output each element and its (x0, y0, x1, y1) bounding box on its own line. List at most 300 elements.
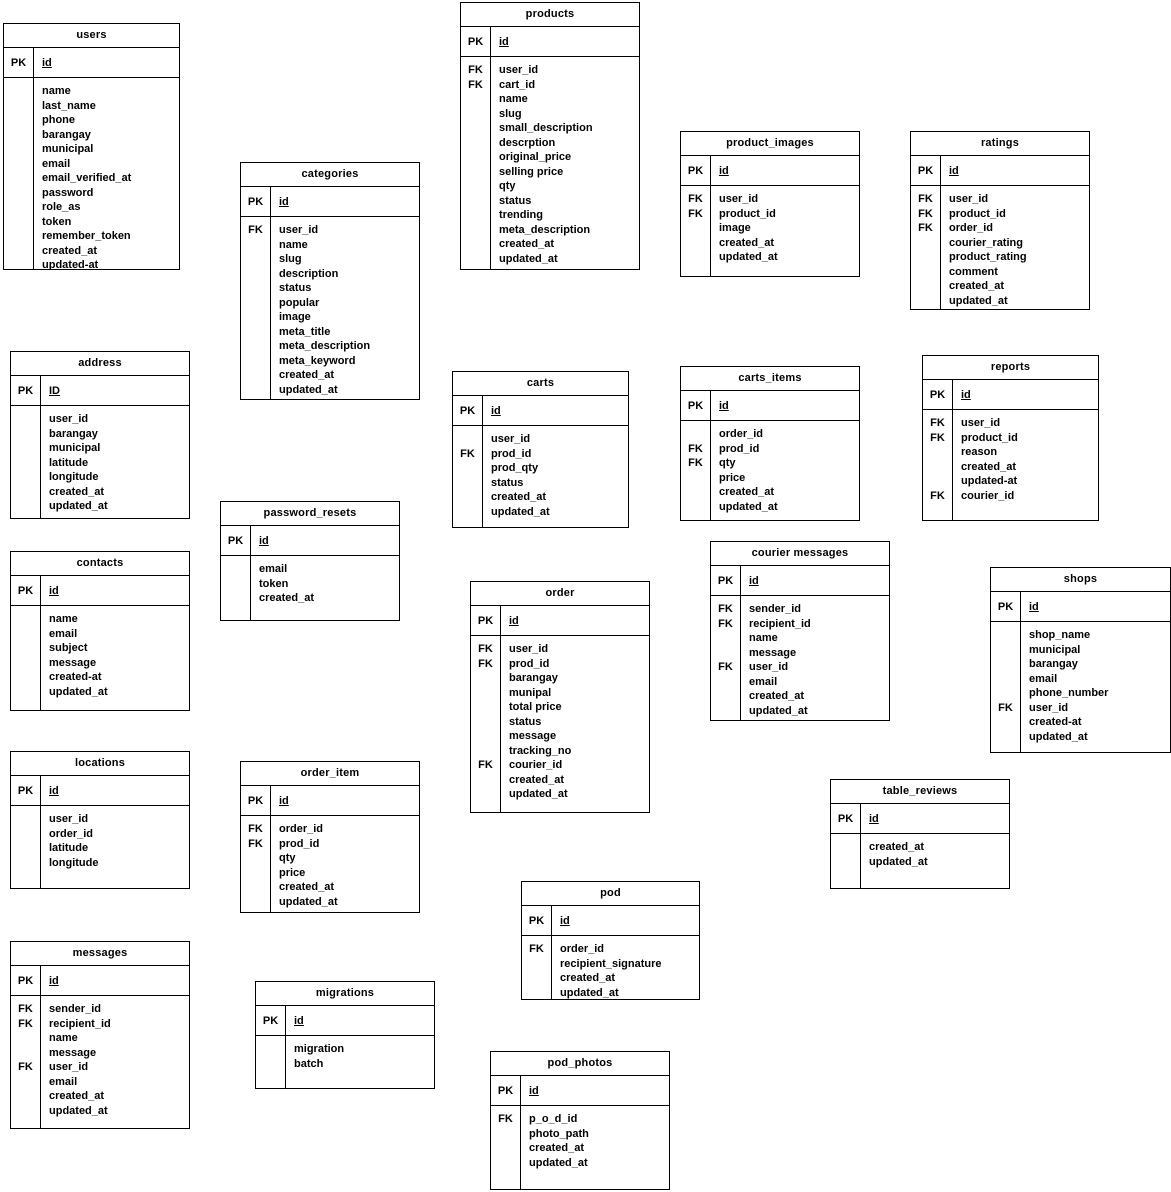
attribute-name: meta_keyword (279, 354, 356, 367)
attribute-name: batch (294, 1057, 324, 1070)
attribute-name: popular (279, 296, 320, 309)
attribute-name: created_at (49, 1090, 105, 1102)
attribute-name: user_id (491, 433, 531, 445)
attribute-name: comment (949, 265, 998, 278)
attribute-name: created_at (279, 881, 335, 893)
foreign-key-column (681, 186, 711, 276)
entity-table-address (10, 351, 190, 519)
attributes-section (711, 596, 889, 720)
attribute-name: order_id (949, 222, 994, 234)
primary-key-row (241, 786, 419, 816)
attribute-name: updated-at (42, 259, 99, 269)
key-label: FK (478, 657, 493, 670)
key-label (491, 1127, 520, 1142)
pk-field: id (49, 784, 59, 797)
primary-key-row (241, 187, 419, 217)
attribute-name: status (279, 282, 312, 294)
primary-key-row (911, 156, 1089, 186)
key-label (461, 165, 490, 180)
key-label: FK (930, 431, 945, 444)
table-title: users (4, 24, 179, 48)
key-label: FK (478, 643, 493, 655)
key-label: FK (688, 207, 703, 220)
attribute-name: updated_at (719, 251, 778, 263)
attribute-name: updated_at (509, 788, 568, 800)
attribute-name: courier_rating (949, 236, 1023, 249)
key-label (461, 150, 490, 165)
attributes-section (11, 996, 189, 1128)
attribute-column (1021, 622, 1170, 752)
key-label (241, 252, 270, 267)
attribute-name: product_id (961, 431, 1018, 444)
key-label (681, 236, 710, 251)
attribute-name: updated_at (1029, 730, 1088, 743)
pk-field: id (499, 35, 509, 48)
attribute-name: prod_id (719, 442, 760, 455)
attribute-name: updated_at (49, 685, 108, 698)
pk-key-cell: PK (4, 48, 34, 77)
attributes-section (256, 1036, 434, 1088)
key-label (11, 685, 40, 700)
attribute-name: trending (499, 209, 543, 221)
pk-field: id (749, 574, 759, 587)
table-title: carts (453, 372, 628, 396)
key-label (471, 671, 500, 686)
attribute-column (741, 596, 889, 720)
attribute-name: price (279, 866, 306, 879)
table-title: products (461, 3, 639, 27)
attribute-name: recipient_id (49, 1017, 111, 1030)
attribute-name: updated_at (719, 500, 778, 513)
attribute-name: recipient_id (749, 617, 811, 630)
attributes-section (681, 421, 859, 520)
primary-key-row (221, 526, 399, 556)
attributes-section (831, 834, 1009, 888)
attribute-name: longitude (49, 856, 99, 869)
attribute-name: order_id (49, 827, 94, 840)
key-label (681, 485, 710, 500)
attributes-section (11, 606, 189, 710)
key-label (911, 236, 940, 251)
key-label (11, 841, 40, 856)
key-label (11, 612, 40, 627)
attribute-name: created_at (49, 485, 105, 498)
table-title: locations (11, 752, 189, 776)
key-label (831, 855, 860, 870)
key-label (711, 689, 740, 704)
entity-table-categories (240, 162, 420, 400)
key-label: FK (460, 447, 475, 460)
key-label (991, 657, 1020, 672)
key-label (241, 296, 270, 311)
attribute-column (711, 186, 859, 276)
entity-table-contacts (10, 551, 190, 711)
key-label (461, 223, 490, 238)
key-label (4, 84, 33, 99)
attribute-column (491, 57, 639, 269)
attribute-name: token (259, 577, 289, 590)
key-label (11, 812, 40, 827)
attributes-section (4, 78, 179, 269)
primary-key-row (522, 906, 699, 936)
attributes-section (11, 406, 189, 518)
attribute-name: name (49, 1032, 78, 1044)
key-label (11, 1104, 40, 1119)
table-title: order (471, 582, 649, 606)
table-title: ratings (911, 132, 1089, 156)
attribute-name: munipal (509, 686, 552, 699)
entity-table-ratings (910, 131, 1090, 310)
key-label (241, 383, 270, 398)
key-label (491, 1156, 520, 1171)
attribute-name: image (279, 311, 311, 323)
attribute-name: slug (499, 107, 522, 120)
primary-key-row (11, 376, 189, 406)
entity-table-order-item (240, 761, 420, 913)
foreign-key-column (221, 556, 251, 620)
primary-key-row (681, 391, 859, 421)
primary-key-row (11, 966, 189, 996)
attribute-name: user_id (719, 193, 759, 205)
attribute-name: email_verified_at (42, 172, 132, 184)
key-label (471, 773, 500, 788)
key-label (522, 957, 551, 972)
primary-key-row (831, 804, 1009, 834)
attributes-section (991, 622, 1170, 752)
attribute-name: email (49, 1075, 78, 1088)
attribute-name: message (49, 656, 97, 669)
pk-field: id (294, 1014, 304, 1027)
key-label (711, 631, 740, 646)
attribute-name: prod_id (509, 657, 550, 670)
attribute-name: user_id (1029, 701, 1069, 714)
attribute-name: longitude (49, 471, 99, 483)
attribute-column (286, 1036, 434, 1088)
key-label (11, 470, 40, 485)
key-label (453, 490, 482, 505)
key-label (11, 1031, 40, 1046)
key-label (461, 237, 490, 252)
attribute-name: sender_id (749, 603, 801, 615)
attribute-column (552, 936, 699, 999)
key-label (681, 250, 710, 265)
attribute-name: description (279, 267, 339, 280)
attribute-name: created-at (1029, 716, 1082, 728)
foreign-key-column (11, 996, 41, 1128)
key-label (221, 577, 250, 592)
attribute-name: user_id (961, 417, 1001, 429)
key-label (522, 971, 551, 986)
attribute-name: descrption (499, 136, 556, 149)
key-label (711, 675, 740, 690)
key-label (991, 628, 1020, 643)
pk-key-cell: PK (221, 526, 251, 555)
key-label (991, 643, 1020, 658)
attribute-name: status (509, 715, 542, 728)
attribute-name: order_id (279, 823, 324, 835)
attribute-column (251, 556, 399, 620)
attribute-name: created_at (869, 841, 925, 853)
attribute-name: price (719, 471, 746, 484)
pk-field: id (529, 1084, 539, 1097)
key-label (461, 136, 490, 151)
entity-table-carts-items (680, 366, 860, 521)
attribute-column (41, 806, 189, 888)
entity-table-shops (990, 567, 1171, 753)
pk-key-cell: PK (991, 592, 1021, 621)
foreign-key-column (241, 217, 271, 399)
table-title: messages (11, 942, 189, 966)
key-label (256, 1042, 285, 1057)
attribute-name: email (1029, 672, 1058, 685)
primary-key-row (711, 566, 889, 596)
key-label (11, 485, 40, 500)
key-label: FK (248, 837, 263, 850)
key-label (241, 354, 270, 369)
table-title: categories (241, 163, 419, 187)
key-label (4, 171, 33, 186)
key-label (241, 368, 270, 383)
pk-key-cell: PK (11, 376, 41, 405)
attribute-name: created_at (719, 236, 775, 249)
attribute-name: created_at (961, 460, 1017, 473)
pk-key-cell: PK (491, 1076, 521, 1105)
attribute-name: updated_at (529, 1156, 588, 1169)
attributes-section (471, 636, 649, 812)
attribute-name: status (499, 194, 532, 207)
attribute-name: updated_at (49, 1104, 108, 1117)
key-label: FK (998, 701, 1013, 714)
attribute-name: role_as (42, 201, 81, 213)
entity-table-password-resets (220, 501, 400, 621)
attribute-name: user_id (949, 193, 989, 205)
key-label: FK (688, 193, 703, 205)
attribute-name: product_id (719, 207, 776, 220)
attribute-name: created_at (499, 238, 555, 250)
key-label (241, 325, 270, 340)
attribute-name: barangay (49, 427, 98, 440)
attribute-name: name (49, 613, 78, 625)
table-title: shops (991, 568, 1170, 592)
key-label (461, 121, 490, 136)
attribute-name: created_at (279, 369, 335, 381)
key-label (711, 704, 740, 719)
key-label (471, 729, 500, 744)
key-label (11, 656, 40, 671)
entity-table-pod-photos (490, 1051, 670, 1190)
attribute-name: barangay (1029, 658, 1078, 670)
attribute-name: subject (49, 642, 88, 654)
key-label (4, 229, 33, 244)
table-title: reports (923, 356, 1098, 380)
pk-key-cell: PK (11, 966, 41, 995)
table-title: migrations (256, 982, 434, 1006)
pk-field: id (719, 164, 729, 177)
primary-key-row (11, 776, 189, 806)
pk-key-cell: PK (681, 156, 711, 185)
foreign-key-column (522, 936, 552, 999)
key-label (11, 856, 40, 871)
attribute-name: total price (509, 701, 562, 713)
key-label (453, 476, 482, 491)
attribute-column (953, 410, 1098, 520)
key-label (991, 715, 1020, 730)
key-label (241, 866, 270, 881)
key-label (241, 310, 270, 325)
pk-field: id (491, 404, 501, 417)
pk-field: id (719, 399, 729, 412)
attribute-column (521, 1106, 669, 1189)
attribute-column (861, 834, 1009, 888)
key-label: FK (18, 1017, 33, 1030)
attribute-name: updated_at (560, 986, 619, 999)
attribute-name: user_id (499, 64, 539, 76)
key-label: FK (718, 661, 733, 673)
key-label (11, 641, 40, 656)
attributes-section (461, 57, 639, 269)
key-label (522, 986, 551, 1000)
attribute-name: created-at (49, 671, 102, 683)
attribute-name: user_id (279, 224, 319, 236)
pk-key-cell: PK (923, 380, 953, 409)
foreign-key-column (991, 622, 1021, 752)
foreign-key-column (461, 57, 491, 269)
key-label (11, 670, 40, 685)
table-title: table_reviews (831, 780, 1009, 804)
key-label (471, 686, 500, 701)
attribute-column (501, 636, 649, 812)
attribute-name: original_price (499, 151, 572, 163)
attribute-name: message (749, 646, 797, 659)
primary-key-row (461, 27, 639, 57)
attribute-name: migration (294, 1043, 345, 1055)
key-label (461, 208, 490, 223)
pk-field: id (1029, 600, 1039, 613)
attribute-name: updated_at (499, 252, 558, 265)
table-title: password_resets (221, 502, 399, 526)
table-title: product_images (681, 132, 859, 156)
foreign-key-column (241, 816, 271, 912)
key-label: FK (529, 943, 544, 955)
attribute-name: updated_at (491, 505, 550, 518)
attribute-column (41, 996, 189, 1128)
pk-field: ID (49, 384, 60, 397)
attribute-name: name (42, 85, 71, 97)
table-title: contacts (11, 552, 189, 576)
attributes-section (681, 186, 859, 276)
attribute-column (941, 186, 1089, 309)
foreign-key-column (491, 1106, 521, 1189)
attribute-name: shop_name (1029, 629, 1091, 641)
attribute-name: order_id (719, 428, 764, 440)
primary-key-row (681, 156, 859, 186)
key-label (453, 432, 482, 447)
attribute-name: cart_id (499, 78, 536, 91)
entity-table-courier-messages (710, 541, 890, 721)
attribute-name: token (42, 215, 72, 228)
foreign-key-column (711, 596, 741, 720)
attribute-name: updated-at (961, 475, 1018, 487)
pk-key-cell: PK (11, 576, 41, 605)
attribute-column (271, 816, 419, 912)
attribute-name: meta_description (279, 340, 371, 352)
entity-table-product-images (680, 131, 860, 277)
key-label (221, 562, 250, 577)
attribute-name: prod_qty (491, 462, 539, 474)
key-label (11, 827, 40, 842)
entity-table-order (470, 581, 650, 813)
attribute-column (41, 606, 189, 710)
key-label (4, 200, 33, 215)
pk-key-cell: PK (256, 1006, 286, 1035)
attribute-name: municipal (42, 143, 94, 155)
foreign-key-column (911, 186, 941, 309)
table-title: address (11, 352, 189, 376)
pk-field: id (279, 794, 289, 807)
attribute-name: status (491, 476, 524, 489)
attribute-name: sender_id (49, 1003, 101, 1015)
key-label: FK (18, 1061, 33, 1073)
entity-table-pod (521, 881, 700, 1000)
key-label (461, 194, 490, 209)
key-label: FK (930, 417, 945, 429)
attribute-name: p_o_d_id (529, 1113, 578, 1125)
attribute-name: user_id (509, 643, 549, 655)
pk-key-cell: PK (241, 187, 271, 216)
key-label: FK (718, 617, 733, 630)
attribute-name: barangay (42, 128, 91, 141)
key-label (991, 686, 1020, 701)
foreign-key-column (11, 606, 41, 710)
attribute-name: email (749, 675, 778, 688)
attributes-section (241, 217, 419, 399)
attribute-name: created_at (749, 690, 805, 702)
key-label (11, 441, 40, 456)
attribute-name: user_id (749, 661, 789, 673)
attribute-name: created_at (42, 244, 98, 257)
attribute-name: selling price (499, 165, 564, 178)
key-label (241, 339, 270, 354)
attribute-name: remember_token (42, 230, 131, 242)
key-label: FK (478, 759, 493, 771)
key-label (4, 258, 33, 269)
entity-table-carts (452, 371, 629, 528)
key-label (471, 744, 500, 759)
attribute-name: product_id (949, 207, 1006, 220)
key-label (453, 505, 482, 520)
key-label: FK (918, 207, 933, 220)
key-label (471, 700, 500, 715)
foreign-key-column (11, 406, 41, 518)
key-label (256, 1057, 285, 1072)
key-label (241, 880, 270, 895)
attribute-name: updated_at (749, 704, 808, 717)
attribute-name: updated_at (869, 855, 928, 868)
key-label (911, 279, 940, 294)
attribute-name: user_id (49, 813, 89, 825)
key-label (681, 471, 710, 486)
key-label (453, 461, 482, 476)
attribute-name: updated_at (49, 500, 108, 512)
entity-table-migrations (255, 981, 435, 1089)
attribute-name: phone (42, 114, 75, 126)
key-label (923, 474, 952, 489)
attribute-name: name (499, 93, 528, 105)
attribute-name: user_id (49, 1061, 89, 1073)
primary-key-row (923, 380, 1098, 410)
attribute-name: qty (279, 852, 296, 864)
attribute-name: product_rating (949, 251, 1027, 263)
